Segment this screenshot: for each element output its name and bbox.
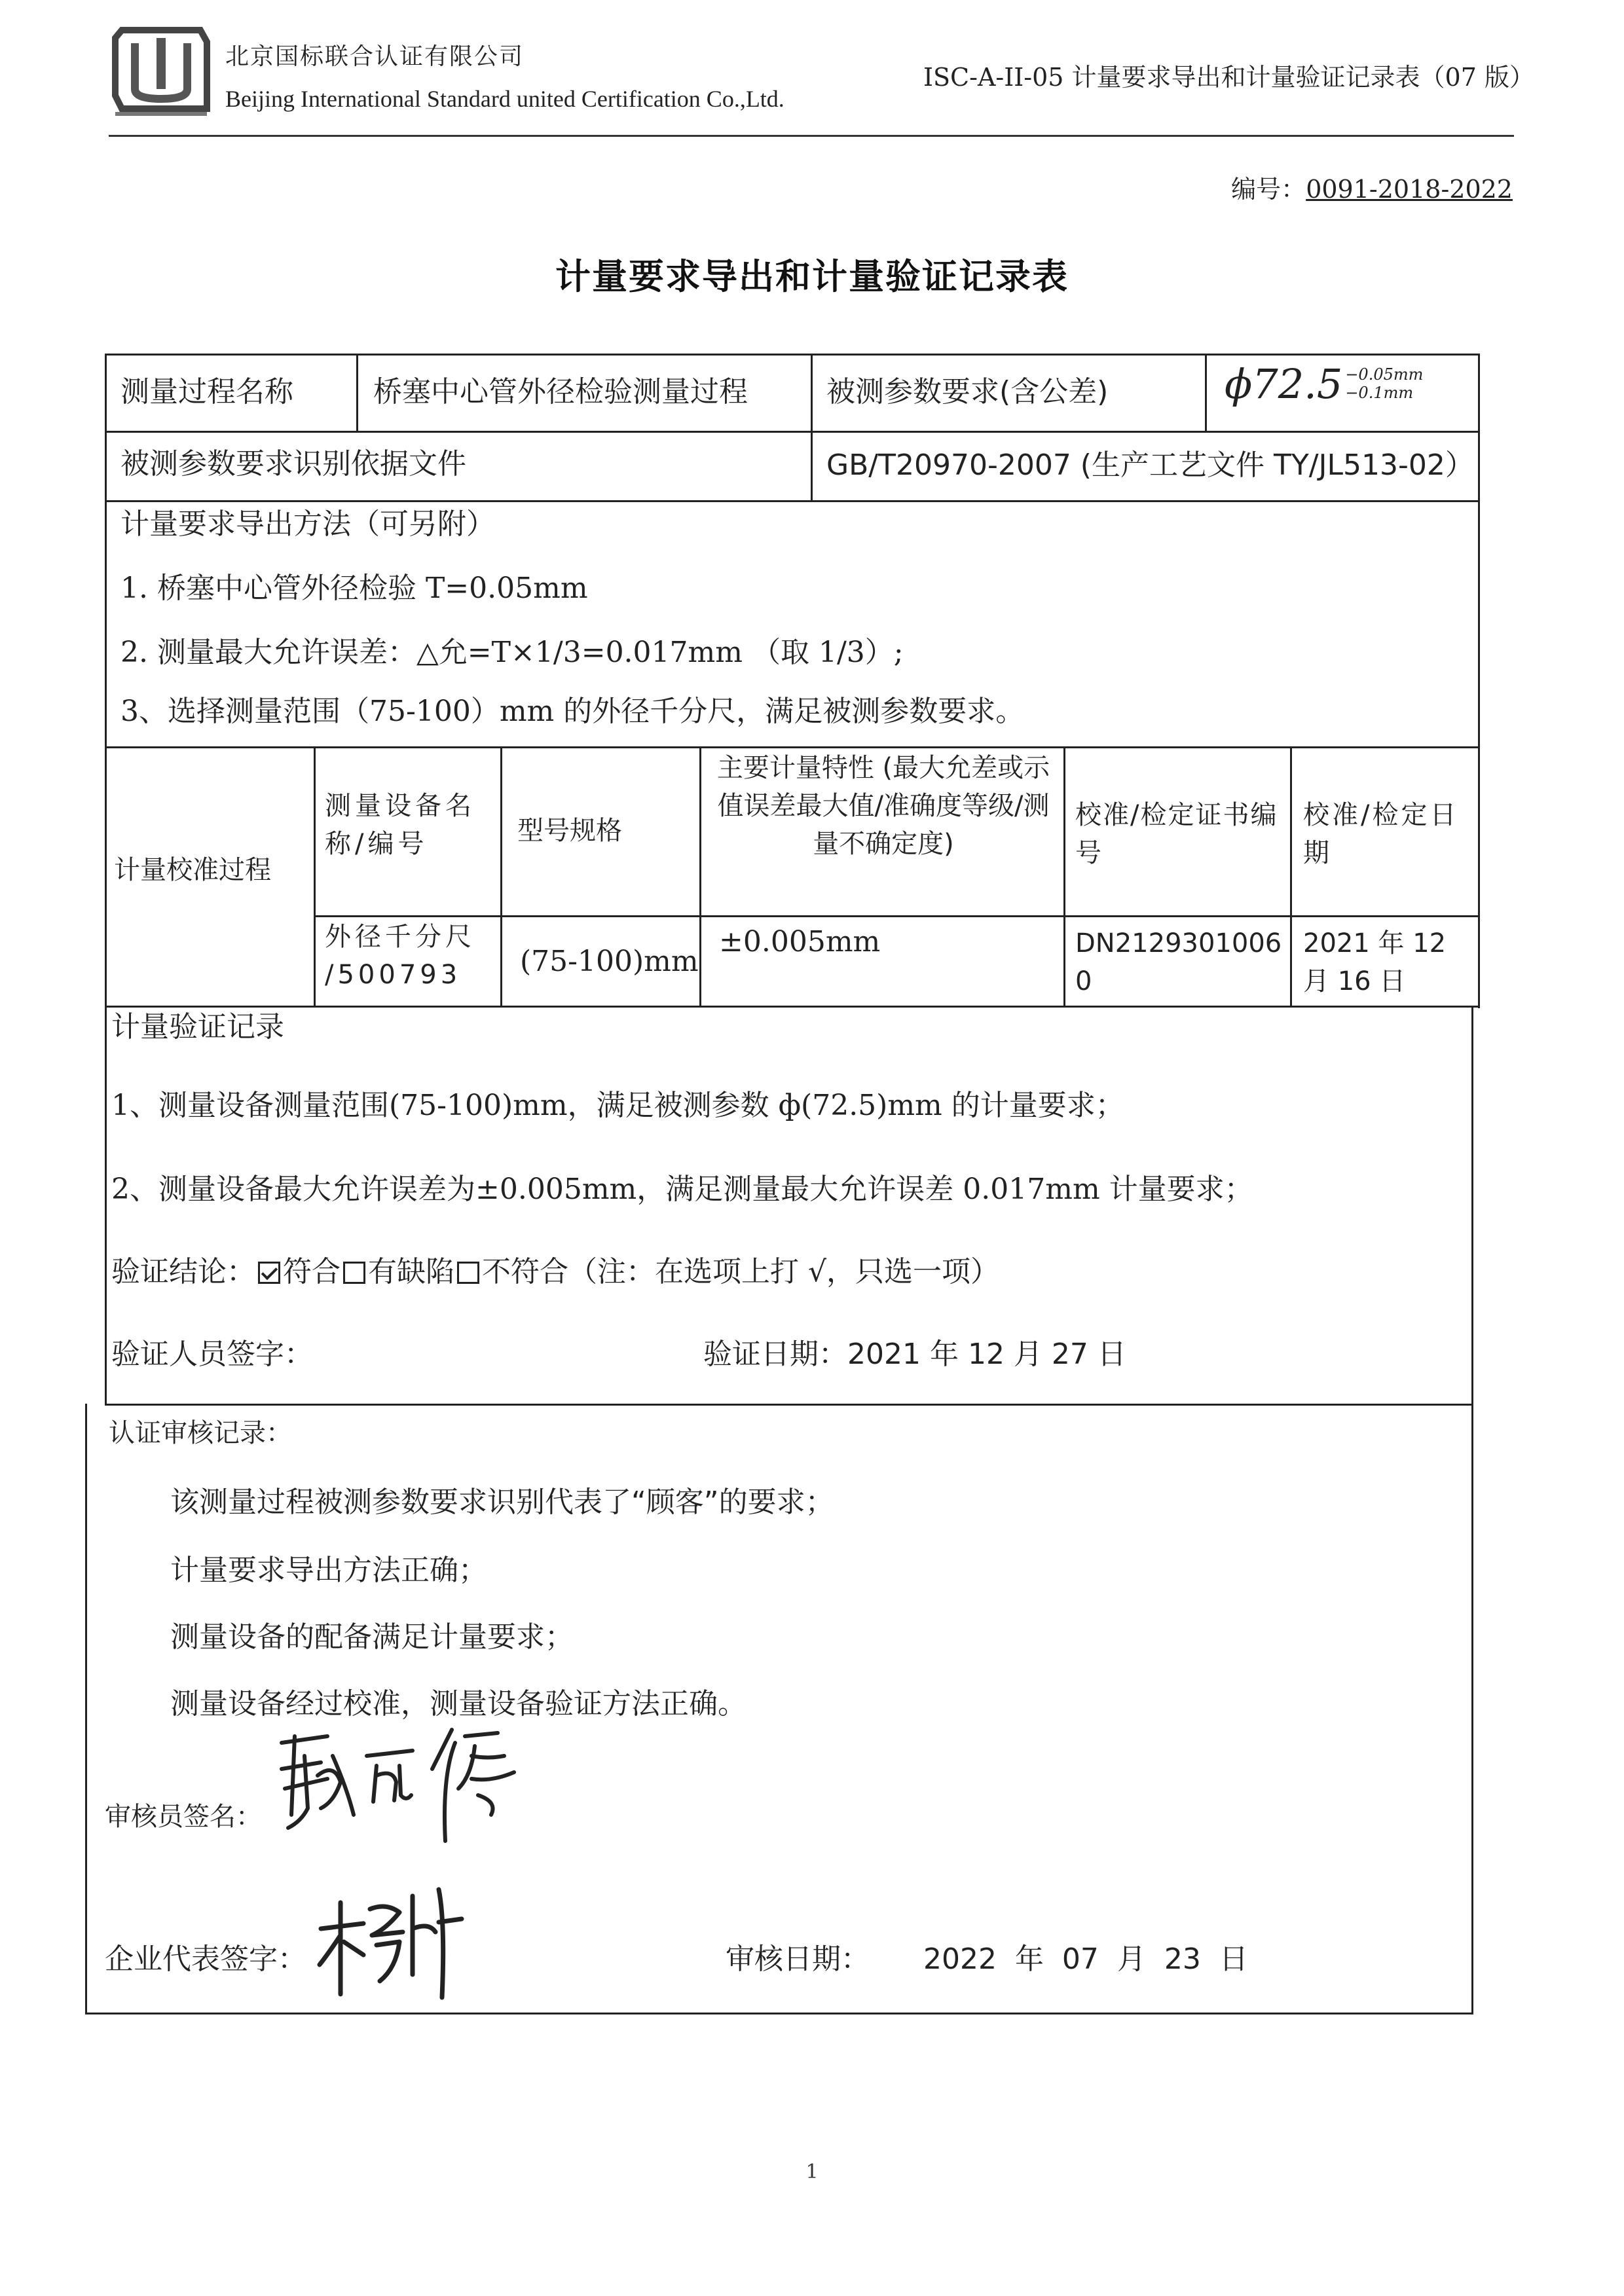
rule bbox=[1478, 354, 1480, 1008]
calibration-process-label: 计量校准过程 bbox=[114, 855, 271, 885]
model-value: (75-100)mm bbox=[520, 945, 699, 978]
audit-date-value: 2022 年 07 月 23 日 bbox=[923, 1942, 1248, 1976]
param-requirement-value bbox=[1225, 360, 1424, 408]
audit-line-4: 测量设备经过校准，测量设备验证方法正确。 bbox=[170, 1687, 747, 1721]
certificate-number-value: DN21293010060 bbox=[1075, 928, 1282, 996]
rule bbox=[105, 354, 107, 1404]
rule bbox=[85, 1404, 87, 2014]
header-rule bbox=[109, 135, 1514, 137]
conclusion-label: 验证结论： bbox=[111, 1255, 255, 1288]
audit-line-2: 计量要求导出方法正确； bbox=[170, 1554, 487, 1587]
conclusion-note: （注：在选项上打 √，只选一项） bbox=[568, 1255, 1000, 1288]
rule bbox=[699, 746, 701, 1006]
company-name-en: Beijing International Standard united Certification Co.,Ltd. bbox=[225, 86, 784, 112]
rule bbox=[1205, 354, 1207, 431]
company-name-cn: 北京国标联合认证有限公司 bbox=[225, 43, 525, 70]
characteristics-value: ±0.005mm bbox=[719, 925, 881, 958]
verification-date: 验证日期：2021 年 12 月 27 日 bbox=[703, 1338, 1126, 1371]
rule bbox=[314, 915, 1480, 917]
enterprise-rep-signature bbox=[314, 1883, 465, 2001]
verification-conclusion bbox=[111, 1253, 999, 1291]
company-logo bbox=[109, 24, 213, 122]
rule bbox=[356, 354, 358, 431]
checkbox-pass[interactable] bbox=[258, 1262, 280, 1284]
option-defect: 有缺陷 bbox=[368, 1255, 454, 1288]
option-pass: 符合 bbox=[283, 1255, 341, 1288]
page-title: 计量要求导出和计量验证记录表 bbox=[555, 256, 1069, 297]
process-name-label: 测量过程名称 bbox=[120, 375, 293, 409]
rule bbox=[105, 1006, 1480, 1008]
derivation-method-label: 计量要求导出方法（可另附） bbox=[120, 507, 495, 541]
checkbox-fail[interactable] bbox=[457, 1262, 479, 1284]
option-fail: 不符合 bbox=[482, 1255, 568, 1288]
auditor-signature-label: 审核员签名： bbox=[105, 1802, 262, 1832]
rule bbox=[1063, 746, 1065, 1006]
document-code: ISC-A-II-05 计量要求导出和计量验证记录表（07 版） bbox=[923, 63, 1534, 92]
serial-value: 0091-2018-2022 bbox=[1306, 175, 1513, 204]
rule bbox=[314, 746, 316, 1006]
rule bbox=[105, 500, 1480, 502]
audit-date-label: 审核日期： bbox=[726, 1942, 870, 1976]
audit-line-1: 该测量过程被测参数要求识别代表了“顾客”的要求； bbox=[170, 1485, 834, 1519]
verification-line-1: 1、测量设备测量范围(75-100)mm，满足被测参数 ф(72.5)mm 的计量要求； bbox=[111, 1089, 1124, 1122]
param-nominal: ϕ72.5 bbox=[1225, 360, 1343, 408]
derivation-line-1: 1. 桥塞中心管外径检验 T=0.05mm bbox=[120, 572, 588, 605]
basis-document-value: GB/T20970-2007 (生产工艺文件 TY/JL513-02） bbox=[826, 448, 1474, 482]
derivation-line-3: 3、选择测量范围（75-100）mm 的外径千分尺，满足被测参数要求。 bbox=[120, 695, 1025, 728]
verification-record-label: 计量验证记录 bbox=[111, 1010, 284, 1044]
rule bbox=[500, 746, 502, 1006]
audit-line-3: 测量设备的配备满足计量要求； bbox=[170, 1620, 574, 1654]
certificate-number-header: 校准/检定证书编号 bbox=[1075, 800, 1278, 868]
rule bbox=[1471, 1006, 1473, 2014]
tolerance-lower: −0.1mm bbox=[1345, 384, 1414, 402]
rule bbox=[105, 746, 1480, 748]
param-tolerance bbox=[1345, 365, 1423, 402]
verifier-signature-label: 验证人员签字： bbox=[111, 1338, 313, 1371]
characteristics-header: 主要计量特性 (最大允差或示值误差最大值/准确度等级/测量不确定度) bbox=[716, 753, 1050, 859]
basis-document-label: 被测参数要求识别依据文件 bbox=[120, 447, 466, 481]
serial-label: 编号： bbox=[1231, 175, 1306, 204]
calibration-date-header: 校准/检定日期 bbox=[1303, 800, 1459, 868]
calibration-date-value: 2021 年 12 月 16 日 bbox=[1303, 928, 1447, 996]
checkbox-defect[interactable] bbox=[343, 1262, 365, 1284]
tolerance-upper: −0.05mm bbox=[1345, 365, 1424, 384]
verification-line-2: 2、测量设备最大允许误差为±0.005mm，满足测量最大允许误差 0.017mm 计量要求； bbox=[111, 1173, 1253, 1206]
model-header: 型号规格 bbox=[517, 816, 622, 846]
serial-number bbox=[1231, 169, 1513, 205]
process-name-value: 桥塞中心管外径检验测量过程 bbox=[373, 375, 748, 409]
rule bbox=[105, 431, 1480, 433]
page-number: 1 bbox=[805, 2160, 819, 2183]
rule bbox=[105, 354, 1480, 355]
rule bbox=[105, 1404, 1473, 1406]
rule bbox=[1290, 746, 1292, 1006]
audit-record-label: 认证审核记录： bbox=[109, 1418, 292, 1448]
enterprise-rep-signature-label: 企业代表签字： bbox=[105, 1942, 306, 1976]
record-form bbox=[85, 354, 1501, 2015]
device-name-header: 测量设备名称/编号 bbox=[325, 791, 475, 859]
rule bbox=[85, 2013, 1473, 2014]
param-requirement-label: 被测参数要求(含公差) bbox=[826, 375, 1109, 409]
device-name-value: 外径千分尺 /500793 bbox=[325, 922, 475, 990]
auditor-signature bbox=[255, 1717, 530, 1848]
rule bbox=[811, 354, 813, 500]
derivation-line-2: 2. 测量最大允许误差：△允=T×1/3=0.017mm （取 1/3）; bbox=[120, 636, 904, 669]
